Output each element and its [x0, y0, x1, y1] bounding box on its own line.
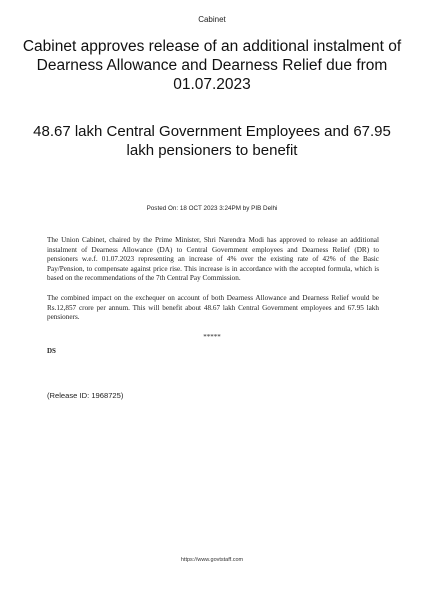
separator-stars: ***** — [203, 333, 221, 341]
subheadline: 48.67 lakh Central Government Employees and 67.95 lakh pensioners to benefit — [33, 123, 391, 159]
ministry-label: Cabinet — [198, 15, 226, 24]
posted-on: Posted On: 18 OCT 2023 3:24PM by PIB Delhi — [146, 205, 278, 212]
release-id: (Release ID: 1968725) — [47, 391, 124, 400]
author-initials: DS — [47, 347, 56, 355]
body-paragraph-2: The combined impact on the exchequer on account of both Dearness Allowance and Dearness Relief would be Rs.12,857 crore per annum. This will benefit about 48.67 lakh Central Government employees and 67.95 lakh pensioners. — [47, 294, 379, 322]
footer-url[interactable]: https://www.govtstaff.com — [180, 557, 244, 563]
body-paragraph-1: The Union Cabinet, chaired by the Prime Minister, Shri Narendra Modi has approved to release an additional instalment of Dearness Allowance (DA) to Central Government employees and Dearness Relief (DR) to pensioners w.e.f. 01.07.2023 representing an increase of 4% over the existing rate of 42% of the Basic Pay/Pension, to compensate against price rise. This increase is in accordance with the accepted formula, which is based on the recommendations of the 7th Central Pay Commission. — [47, 236, 379, 283]
headline: Cabinet approves release of an additional instalment of Dearness Allowance and Dearness Relief due from 01.07.2023 — [22, 38, 402, 93]
